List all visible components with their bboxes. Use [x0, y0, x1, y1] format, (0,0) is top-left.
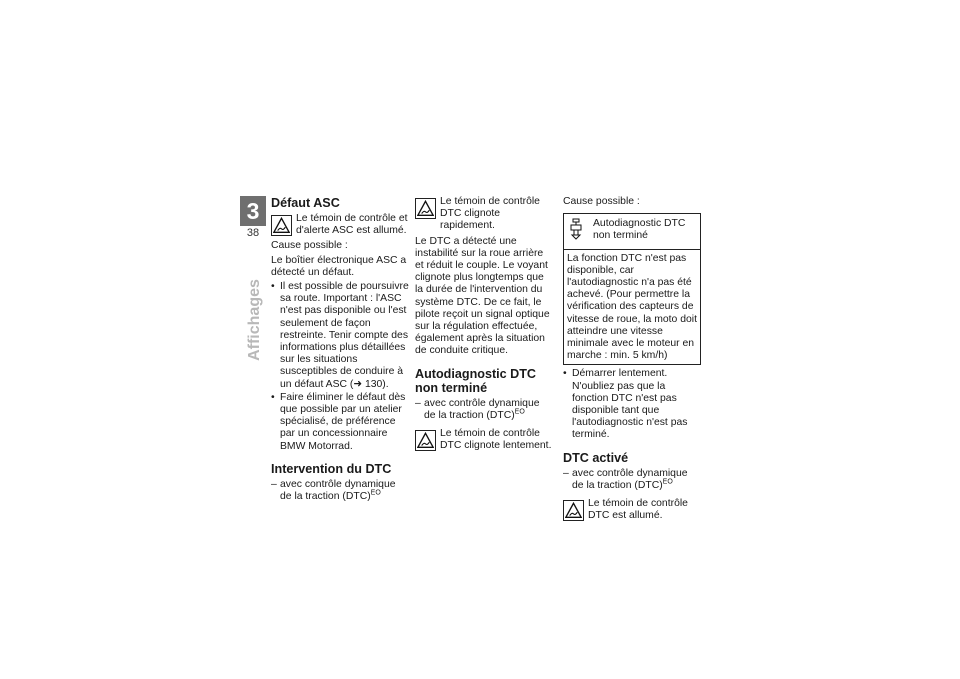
list-item: • Faire éliminer le défaut dès que possible par un atelier spécialisé, de préférence par un concessionnaire BMW Motorrad.	[271, 392, 409, 453]
diagnostic-tool-icon	[567, 218, 585, 240]
dtc-fast-blink-row	[415, 196, 553, 233]
dash-text: avec contrôle dynamique de la traction (DTC)	[280, 478, 396, 503]
traction-warning-icon	[563, 500, 584, 521]
cause-table-head	[564, 214, 700, 249]
cause-table	[563, 213, 701, 365]
asc-warning-row	[271, 213, 409, 237]
list-item: • Démarrer lentement. N'oubliez pas que la fonction DTC n'est pas disponible tant que l'autodiagnostic n'est pas terminé.	[563, 368, 701, 441]
dash-item	[563, 468, 701, 492]
column-2	[415, 196, 553, 455]
cause-text: Le boîtier électronique ASC a détecté un défaut.	[271, 254, 407, 278]
traction-warning-icon	[271, 215, 292, 236]
dash-text: avec contrôle dynamique de la traction (DTC)	[572, 467, 688, 491]
cause-label: Cause possible :	[271, 240, 348, 252]
equipment-code: EO	[370, 489, 381, 497]
heading-autodiagnostic: Autodiagnostic DTC non terminé	[415, 366, 537, 395]
equipment-code: EO	[662, 478, 673, 486]
cause-table-body: La fonction DTC n'est pas disponible, car l'autodiagnostic n'a pas été achevé. (Pour permettre la vérification des capteurs de vitesse de roue, la moto doit atteindre une vitesse minimale avec le moteur en marche : min. 5 km/h)	[567, 252, 697, 362]
heading-defaut-asc: Défaut ASC	[271, 196, 340, 210]
chapter-number: 3	[240, 196, 266, 226]
asc-warning-text: Le témoin de contrôle et d'alerte ASC est allumé.	[296, 213, 408, 237]
page-number: 38	[246, 227, 260, 239]
traction-warning-icon	[415, 198, 436, 219]
dtc-on-row	[563, 498, 701, 522]
cause-label: Cause possible :	[563, 196, 640, 207]
asc-bullet-list	[271, 281, 409, 453]
dtc-slow-blink-row	[415, 428, 553, 452]
dash-item	[271, 479, 409, 503]
section-label: Affichages	[246, 279, 263, 361]
dtc-on-text: Le témoin de contrôle DTC est allumé.	[588, 498, 688, 522]
dash-text: avec contrôle dynamique de la traction (DTC)	[424, 397, 540, 421]
cause-table-title: Autodiagnostic DTC non terminé	[593, 218, 686, 242]
heading-intervention-dtc: Intervention du DTC	[271, 461, 392, 476]
traction-warning-icon	[415, 430, 436, 451]
column-3	[563, 196, 701, 525]
dtc-bullet-list	[563, 368, 701, 441]
dtc-slow-blink-text: Le témoin de contrôle DTC clignote lentement.	[440, 428, 552, 452]
column-1	[271, 196, 409, 509]
equipment-code: EO	[514, 408, 525, 416]
dtc-paragraph: Le DTC a détecté une instabilité sur la roue arrière et réduit le couple. Le voyant clignote plus longtemps que la durée de l'intervention du système DTC. De ce fait, le pilote reçoit un signal optique sur la régulation effectuée, également après la situation de conduite critique.	[415, 235, 550, 357]
dash-item	[415, 398, 553, 422]
dtc-fast-blink-text: Le témoin de contrôle DTC clignote rapidement.	[440, 196, 540, 232]
list-item: • Il est possible de poursuivre sa route. Important : l'ASC n'est pas disponible ou l'est seulement de façon restreinte. Tenir compte des informations plus détaillées sur les situations susceptibles de conduire à un défaut ASC (➜ 130).	[271, 281, 409, 391]
heading-dtc-active: DTC activé	[563, 450, 629, 465]
